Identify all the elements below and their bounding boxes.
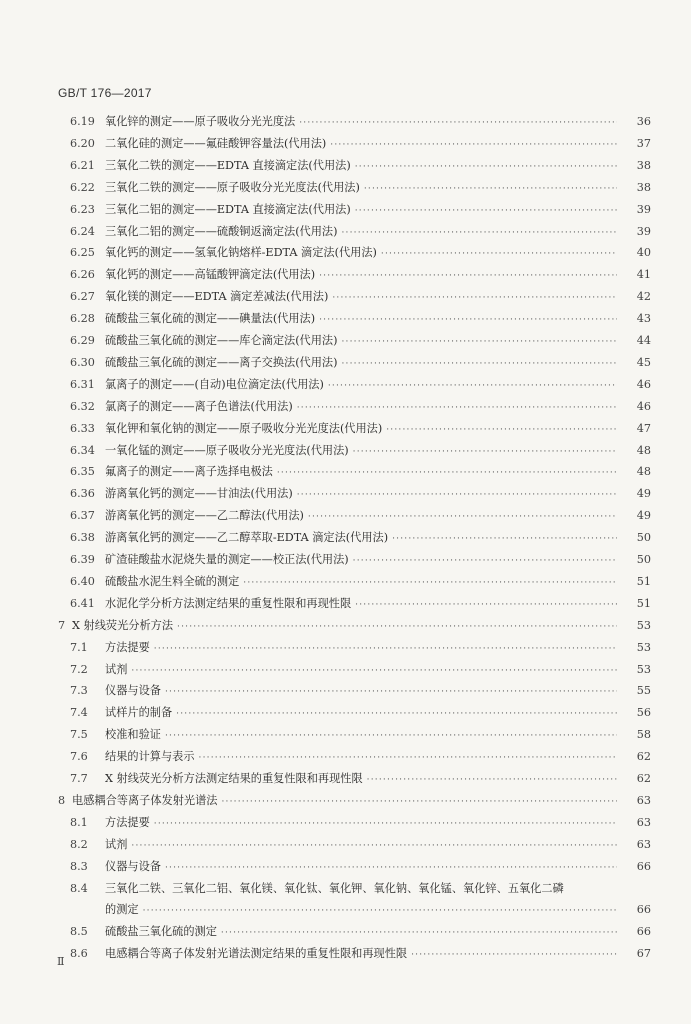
toc-entry-number: 6.30 bbox=[70, 355, 95, 369]
toc-entry-number: 6.23 bbox=[70, 202, 95, 216]
toc-entry-page: 55 bbox=[636, 684, 651, 698]
toc-leader-dots bbox=[297, 401, 617, 415]
toc-leader-dots bbox=[199, 751, 617, 765]
toc-entry-number: 8.5 bbox=[70, 925, 88, 939]
toc-leader-dots bbox=[154, 817, 617, 831]
toc-entry-title-text: 硫酸盐三氧化硫的测定——库仑滴定法(代用法) bbox=[105, 334, 338, 347]
toc-leader-dots bbox=[221, 926, 617, 940]
toc-entry-title-text: 结果的计算与表示 bbox=[105, 750, 195, 764]
toc-entry-title-text: 氧化钙的测定——高锰酸钾滴定法(代用法) bbox=[105, 268, 316, 282]
toc-entry-title-text: 矿渣硅酸盐水泥烧失量的测定——校正法(代用法) bbox=[105, 553, 349, 566]
toc-entry-title bbox=[105, 597, 621, 612]
toc-entry-page: 39 bbox=[636, 202, 651, 216]
toc-entry-number: 8 bbox=[58, 793, 66, 807]
toc-entry-title-text: 一氧化锰的测定——原子吸收分光光度法(代用法) bbox=[105, 443, 349, 457]
toc-entry-title-text: 三氧化二铁的测定——原子吸收分光光度法(代用法) bbox=[105, 180, 360, 194]
toc-leader-dots bbox=[297, 488, 617, 502]
toc-entry-title-text: 氯离子的测定——(自动)电位滴定法(代用法) bbox=[105, 377, 324, 391]
toc-entry-page: 37 bbox=[636, 136, 651, 150]
toc-leader-dots bbox=[381, 247, 617, 261]
toc-entry-number: 6.22 bbox=[70, 180, 95, 194]
toc-leader-dots bbox=[386, 423, 617, 437]
toc-entry-title bbox=[105, 159, 621, 174]
toc-entry-page: 56 bbox=[636, 706, 651, 720]
toc-entry-title bbox=[105, 334, 621, 349]
toc-entry-title bbox=[105, 531, 621, 546]
toc-leader-dots bbox=[131, 839, 617, 853]
toc-entry-title-text: 游离氧化钙的测定——甘油法(代用法) bbox=[105, 487, 293, 501]
toc-entry-title bbox=[105, 750, 621, 765]
toc-entry-page: 53 bbox=[636, 618, 651, 632]
toc-leader-dots bbox=[328, 379, 617, 393]
toc-leader-dots bbox=[308, 510, 617, 524]
toc-leader-dots bbox=[165, 861, 617, 875]
toc-entry-title bbox=[105, 203, 621, 218]
toc-entry-page: 50 bbox=[636, 531, 651, 545]
toc-entry-page: 38 bbox=[636, 158, 651, 172]
toc-leader-dots bbox=[392, 532, 617, 546]
toc-entry-title-text: 仪器与设备 bbox=[105, 684, 161, 698]
toc-entry-title bbox=[105, 816, 621, 831]
toc-entry-number: 6.40 bbox=[70, 574, 95, 588]
toc-entry-title bbox=[105, 246, 621, 261]
toc-entry-number: 7.3 bbox=[70, 684, 88, 698]
toc-entry-title bbox=[105, 882, 621, 896]
toc-entry-number: 7 bbox=[58, 618, 66, 632]
toc-entry-title bbox=[105, 925, 621, 940]
toc-leader-dots bbox=[299, 116, 617, 130]
toc-entry-page: 47 bbox=[636, 421, 651, 435]
toc-entry-page: 46 bbox=[636, 377, 651, 391]
document-code: GB/T 176—2017 bbox=[58, 86, 152, 100]
toc-entry-title-text: X 射线荧光分析方法 bbox=[72, 618, 174, 632]
toc-entry-page: 66 bbox=[636, 903, 651, 917]
toc-entry-title-text: 校准和验证 bbox=[105, 728, 161, 742]
toc-entry-title bbox=[72, 619, 621, 634]
toc-entry-page: 49 bbox=[636, 487, 651, 501]
toc-entry-page: 46 bbox=[636, 399, 651, 413]
toc-leader-dots bbox=[154, 642, 617, 656]
toc-entry-number: 7.4 bbox=[70, 706, 88, 720]
toc-entry-title bbox=[105, 356, 621, 371]
toc-entry-title bbox=[105, 772, 621, 787]
toc-entry-title bbox=[105, 509, 621, 524]
toc-leader-dots bbox=[341, 357, 617, 371]
toc-entry-number: 7.7 bbox=[70, 772, 88, 785]
toc-leader-dots bbox=[165, 729, 617, 743]
toc-entry-page: 51 bbox=[636, 574, 651, 588]
toc-entry-page: 42 bbox=[636, 290, 651, 304]
toc-entry-title bbox=[105, 641, 621, 656]
toc-entry-title-text: 硫酸盐三氧化硫的测定——碘量法(代用法) bbox=[105, 312, 316, 326]
toc-entry-title bbox=[105, 312, 621, 327]
toc-entry-page: 39 bbox=[636, 224, 651, 238]
toc-entry-title-text: 电感耦合等离子体发射光谱法测定结果的重复性限和再现性限 bbox=[105, 947, 408, 961]
toc-entry-page: 53 bbox=[636, 640, 651, 654]
toc-entry-number: 6.27 bbox=[70, 290, 95, 304]
toc-entry-title-text: 三氧化二铝的测定——EDTA 直接滴定法(代用法) bbox=[105, 202, 351, 216]
toc-entry-title bbox=[105, 115, 621, 130]
toc-entry-title-text: 的测定 bbox=[105, 903, 139, 917]
toc-leader-dots bbox=[355, 204, 617, 218]
toc-entry-number: 8.1 bbox=[70, 815, 88, 829]
toc-entry-number: 6.34 bbox=[70, 443, 95, 457]
toc-entry-number: 7.5 bbox=[70, 728, 88, 742]
toc-entry-number: 6.33 bbox=[70, 421, 95, 435]
toc-leader-dots bbox=[277, 466, 617, 480]
toc-entry-title-text: 硫酸盐三氧化硫的测定——离子交换法(代用法) bbox=[105, 355, 338, 369]
toc-entry-page: 40 bbox=[636, 246, 651, 260]
toc-leader-dots bbox=[319, 269, 617, 283]
toc-entry-page: 63 bbox=[636, 793, 651, 807]
toc-entry-page: 66 bbox=[636, 859, 651, 873]
toc-leader-dots bbox=[243, 576, 617, 590]
toc-leader-dots bbox=[353, 554, 617, 568]
toc-entry-title-text: 氧化钾和氧化钠的测定——原子吸收分光光度法(代用法) bbox=[105, 421, 383, 435]
toc-entry-number: 8.6 bbox=[70, 947, 88, 961]
toc-entry-page: 49 bbox=[636, 509, 651, 523]
toc-entry-title bbox=[105, 663, 621, 678]
toc-entry-page: 38 bbox=[636, 180, 651, 194]
toc-entry-title-text: 电感耦合等离子体发射光谱法 bbox=[72, 793, 218, 807]
toc-entry-number: 6.25 bbox=[70, 246, 95, 260]
toc-entry-title-text: 水泥化学分析方法测定结果的重复性限和再现性限 bbox=[105, 596, 352, 610]
toc-entry-number: 6.39 bbox=[70, 553, 95, 566]
toc-entry-number: 8.2 bbox=[70, 837, 88, 851]
toc-entry-title bbox=[105, 487, 621, 502]
toc-entry-number: 6.37 bbox=[70, 509, 95, 523]
toc-entry-page: 48 bbox=[636, 465, 651, 479]
toc-entry-page: 67 bbox=[636, 947, 651, 961]
toc-leader-dots bbox=[131, 664, 617, 678]
toc-entry-number: 6.21 bbox=[70, 158, 95, 172]
toc-entry-title-text: 氧化钙的测定——氢氧化钠熔样-EDTA 滴定法(代用法) bbox=[105, 246, 377, 260]
toc-entry-title-text: 方法提要 bbox=[105, 815, 150, 829]
toc-entry-number: 6.28 bbox=[70, 312, 95, 326]
toc-entry-number: 6.19 bbox=[70, 115, 95, 128]
toc-entry-title bbox=[105, 378, 621, 393]
toc-entry-title-text: 三氧化二铁的测定——EDTA 直接滴定法(代用法) bbox=[105, 158, 351, 172]
toc-entry-title bbox=[105, 553, 621, 568]
toc-entry-page: 62 bbox=[636, 750, 651, 764]
toc-entry-number: 6.31 bbox=[70, 377, 95, 391]
toc-entry-title bbox=[105, 465, 621, 480]
toc-leader-dots bbox=[143, 904, 617, 918]
toc-entry-title bbox=[105, 728, 621, 743]
toc-entry-page: 41 bbox=[636, 268, 651, 282]
toc-entry-title-text: 硫酸盐三氧化硫的测定 bbox=[105, 925, 217, 939]
toc-entry-page: 50 bbox=[636, 553, 651, 566]
toc-entry-number: 7.6 bbox=[70, 750, 88, 764]
toc-entry-number: 8.3 bbox=[70, 859, 88, 873]
toc-entry-page: 45 bbox=[636, 355, 651, 369]
toc-entry-number: 6.38 bbox=[70, 531, 95, 545]
toc-leader-dots bbox=[332, 291, 617, 305]
toc-entry-number: 7.2 bbox=[70, 662, 88, 676]
toc-entry-title-text: 硫酸盐水泥生料全硫的测定 bbox=[105, 574, 240, 588]
toc-entry-title bbox=[105, 400, 621, 415]
toc-entry-page: 36 bbox=[636, 115, 651, 128]
toc-entry-title bbox=[105, 684, 621, 699]
toc-leader-dots bbox=[176, 707, 617, 721]
toc-entry-page: 48 bbox=[636, 443, 651, 457]
toc-entry-title bbox=[105, 860, 621, 875]
toc-leader-dots bbox=[367, 773, 617, 787]
toc-leader-dots bbox=[319, 313, 617, 327]
toc-entry-title-text: 仪器与设备 bbox=[105, 859, 161, 873]
toc-entry-title bbox=[105, 444, 621, 459]
toc-entry-title-text: X 射线荧光分析方法测定结果的重复性限和再现性限 bbox=[105, 772, 363, 785]
toc-leader-dots bbox=[177, 620, 617, 634]
toc-entry-title-text: 氯离子的测定——离子色谱法(代用法) bbox=[105, 399, 293, 413]
toc-entry-title bbox=[105, 290, 621, 305]
toc-entry-title-text: 试剂 bbox=[105, 837, 128, 851]
toc-entry-title bbox=[105, 706, 621, 721]
toc-entry-number: 7.1 bbox=[70, 640, 88, 654]
toc-entry-title bbox=[105, 268, 621, 283]
toc-entry-title bbox=[105, 575, 621, 590]
toc-entry-page: 63 bbox=[636, 837, 651, 851]
toc-entry-title-text: 氧化镁的测定——EDTA 滴定差减法(代用法) bbox=[105, 290, 329, 304]
toc-entry-number: 6.26 bbox=[70, 268, 95, 282]
toc-entry-title-text: 游离氧化钙的测定——乙二醇萃取-EDTA 滴定法(代用法) bbox=[105, 531, 389, 545]
toc-entry-page: 63 bbox=[636, 815, 651, 829]
toc-entry-page: 58 bbox=[636, 728, 651, 742]
page-number: Ⅱ bbox=[57, 955, 65, 968]
toc-entry-title-text: 三氧化二铁、三氧化二铝、氧化镁、氧化钛、氧化钾、氧化钠、氧化锰、氧化锌、五氧化二磷 bbox=[105, 881, 564, 895]
toc-entry-title bbox=[105, 947, 621, 962]
toc-entry-page: 51 bbox=[636, 596, 651, 610]
toc-entry-title bbox=[105, 137, 621, 152]
toc-leader-dots bbox=[341, 335, 617, 349]
toc-leader-dots bbox=[341, 226, 617, 240]
toc-entry-title-text: 游离氧化钙的测定——乙二醇法(代用法) bbox=[105, 509, 304, 523]
toc-entry-page: 43 bbox=[636, 312, 651, 326]
toc-entry-number: 6.20 bbox=[70, 136, 95, 150]
toc-entry-title-text: 三氧化二铝的测定——硫酸铜返滴定法(代用法) bbox=[105, 224, 338, 238]
toc-entry-page: 66 bbox=[636, 925, 651, 939]
toc-entry-number: 8.4 bbox=[70, 881, 88, 895]
toc-leader-dots bbox=[355, 160, 617, 174]
toc-entry-number: 6.24 bbox=[70, 224, 95, 238]
toc-entry-title-text: 试剂 bbox=[105, 662, 128, 676]
toc-entry-page: 62 bbox=[636, 772, 651, 785]
toc-entry-title bbox=[105, 422, 621, 437]
toc-leader-dots bbox=[165, 685, 617, 699]
toc-entry-page: 44 bbox=[636, 334, 651, 347]
toc-entry-number: 6.35 bbox=[70, 465, 95, 479]
toc-entry-number: 6.41 bbox=[70, 596, 95, 610]
toc-entry-title-text: 氟离子的测定——离子选择电极法 bbox=[105, 465, 273, 479]
toc-leader-dots bbox=[364, 182, 617, 196]
toc-entry-title-text: 氧化锌的测定——原子吸收分光光度法 bbox=[105, 115, 296, 128]
toc-entry-title bbox=[105, 181, 621, 196]
toc-entry-title-text: 试样片的制备 bbox=[105, 706, 173, 720]
toc-leader-dots bbox=[355, 598, 617, 612]
toc-entry-title-text: 方法提要 bbox=[105, 640, 150, 654]
toc-entry-title-text: 二氧化硅的测定——氟硅酸钾容量法(代用法) bbox=[105, 136, 327, 150]
toc-entry-title bbox=[72, 794, 621, 809]
toc-leader-dots bbox=[330, 138, 617, 152]
toc-entry-number: 6.36 bbox=[70, 487, 95, 501]
toc-entry-title bbox=[105, 225, 621, 240]
toc-entry-number: 6.29 bbox=[70, 334, 95, 347]
toc-entry-number: 6.32 bbox=[70, 399, 95, 413]
toc-entry-title bbox=[105, 838, 621, 853]
toc-entry-page: 53 bbox=[636, 662, 651, 676]
toc-leader-dots bbox=[411, 948, 617, 962]
toc-leader-dots bbox=[221, 795, 617, 809]
toc-leader-dots bbox=[353, 445, 617, 459]
toc-entry-title bbox=[105, 903, 621, 918]
